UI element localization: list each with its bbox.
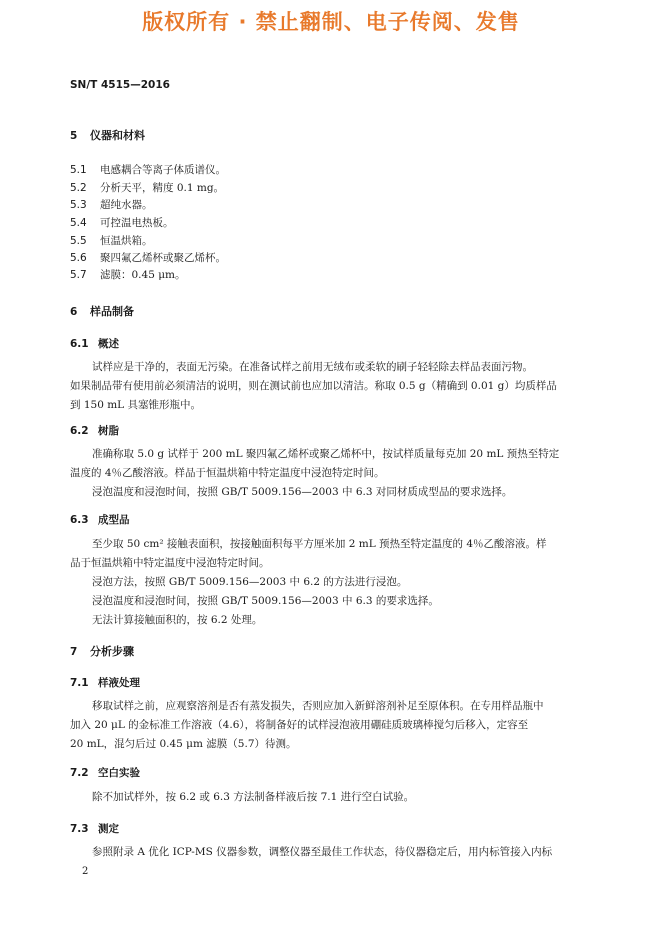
item-text: 分析天平，精度 0.1 mg。 [100,182,225,194]
text-line: 加入 20 μL 的金标准工作溶液（4.6），将制备好的试样浸泡液用硼硅质玻璃棒搅匀后移入，定容至 [70,719,529,731]
subsection-7-2-heading [70,765,140,780]
paragraph-7-2 [70,788,584,807]
list-item [70,180,224,195]
item-text: 滤膜：0.45 μm。 [100,269,186,281]
paragraph-6-1 [70,358,584,415]
section-title: 分析步骤 [90,645,134,658]
standard-code: SN/T 4515—2016 [70,79,170,91]
section-number: 6 [70,306,78,318]
paragraph-6-2 [70,445,584,502]
item-text: 聚四氟乙烯杯或聚乙烯杯。 [100,252,226,264]
subsection-number: 7.1 [70,677,89,689]
item-number: 5.5 [70,235,87,247]
text-line: 至少取 50 cm² 接触表面积，按接触面积每平方厘米加 2 mL 预热至特定温度的 4％乙酸溶液。样 [92,538,547,550]
list-item [70,215,174,230]
subsection-number: 6.3 [70,514,89,526]
section-6-heading [70,303,134,319]
list-item [70,250,226,265]
paragraph-7-1 [70,697,584,754]
text-line: 除不加试样外，按 6.2 或 6.3 方法制备样液后按 7.1 进行空白试验。 [92,791,415,803]
subsection-title: 概述 [98,338,119,350]
text-line: 准确称取 5.0 g 试样于 200 mL 聚四氟乙烯杯或聚乙烯杯中，按试样质量每克加 20 mL 预热至特定 [92,448,560,460]
subsection-title: 树脂 [98,425,119,437]
text-line: 品于恒温烘箱中特定温度中浸泡特定时间。 [70,557,270,569]
item-text: 恒温烘箱。 [100,235,153,247]
section-title: 样品制备 [90,305,134,318]
item-text: 超纯水器。 [100,199,153,211]
subsection-number: 7.3 [70,823,89,835]
text-line: 浸泡温度和浸泡时间，按照 GB/T 5009.156—2003 中 6.3 的要求选择。 [92,595,439,607]
subsection-6-2-heading [70,423,119,438]
text-line: 浸泡温度和浸泡时间，按照 GB/T 5009.156—2003 中 6.3 对同材质成型品的要求选择。 [92,486,513,498]
text-line: 参照附录 A 优化 ICP-MS 仪器参数，调整仪器至最佳工作状态，待仪器稳定后，用内标管接入内标 [92,846,553,858]
subsection-title: 成型品 [98,514,130,526]
section-number: 5 [70,130,78,142]
list-item [70,162,226,177]
subsection-number: 6.1 [70,338,89,350]
subsection-title: 空白实验 [98,767,140,779]
section-number: 7 [70,646,78,658]
page-number: 2 [82,866,89,877]
item-text: 可控温电热板。 [100,217,174,229]
paragraph-7-3 [70,843,584,862]
text-line: 试样应是干净的，表面无污染。在准备试样之前用无绒布或柔软的刷子轻轻除去样品表面污物。 [92,361,533,373]
subsection-title: 样液处理 [98,677,140,689]
item-number: 5.6 [70,252,87,264]
text-line: 温度的 4％乙酸溶液。样品于恒温烘箱中特定温度中浸泡特定时间。 [70,467,385,479]
item-text: 电感耦合等离子体质谱仪。 [100,164,226,176]
text-line: 无法计算接触面积的，按 6.2 处理。 [92,614,263,626]
subsection-title: 测定 [98,823,119,835]
list-item [70,233,153,248]
watermark: 版权所有 · 禁止翻制、电子传阅、发售 [142,10,520,34]
subsection-6-1-heading [70,336,119,351]
item-number: 5.7 [70,269,87,281]
text-line: 20 mL，混匀后过 0.45 μm 滤膜（5.7）待测。 [70,738,297,750]
item-number: 5.1 [70,164,87,176]
section-7-heading [70,643,134,659]
subsection-6-3-heading [70,512,130,527]
text-line: 到 150 mL 具塞锥形瓶中。 [70,399,201,411]
list-item [70,197,153,212]
text-line: 如果制品带有使用前必须清洁的说明，则在测试前也应加以清洁。称取 0.5 g（精确到 0.01 g）均质样品 [70,380,557,392]
subsection-number: 6.2 [70,425,89,437]
subsection-7-3-heading [70,821,119,836]
list-item [70,267,186,282]
text-line: 浸泡方法，按照 GB/T 5009.156—2003 中 6.2 的方法进行浸泡。 [92,576,408,588]
item-number: 5.3 [70,199,87,211]
section-5-heading [70,127,145,143]
subsection-number: 7.2 [70,767,89,779]
subsection-7-1-heading [70,675,140,690]
section-title: 仪器和材料 [90,129,145,142]
item-number: 5.4 [70,217,87,229]
text-line: 移取试样之前，应观察溶剂是否有蒸发损失，否则应加入新鲜溶剂补足至原体积。在专用样品瓶中 [92,700,544,712]
item-number: 5.2 [70,182,87,194]
paragraph-6-3 [70,535,584,630]
